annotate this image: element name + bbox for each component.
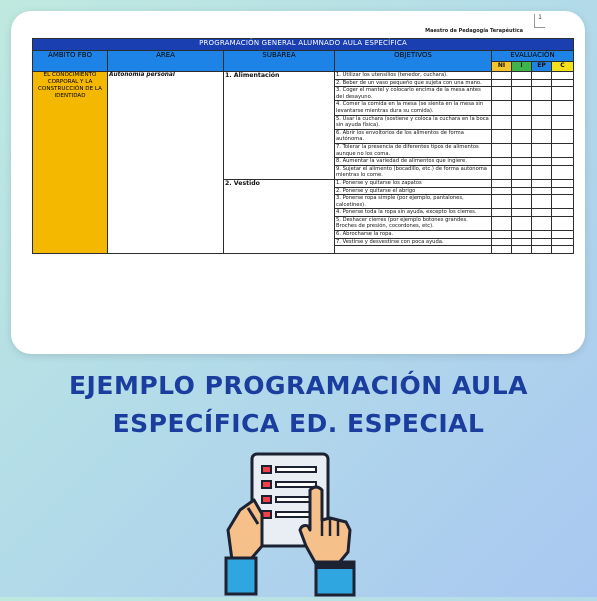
hands-holding-checklist-icon [218, 450, 378, 601]
bullet-red [262, 481, 271, 488]
programming-table [32, 38, 574, 254]
text-line [276, 467, 316, 472]
headline-line-2: ESPECÍFICA ED. ESPECIAL [112, 409, 485, 438]
objective-row: 8. Aumentar la variedad de alimentos que ingiere. [335, 158, 492, 166]
programming-sheet [32, 38, 573, 254]
col-objetivos: OBJETIVOS [335, 51, 492, 72]
eval-i: I [512, 62, 532, 72]
document-card [11, 11, 585, 354]
left-sleeve [226, 558, 256, 594]
text-line [276, 482, 316, 487]
objective-row: 6. Abrocharse la ropa. [335, 231, 492, 239]
objective-row: 2. Ponerse y quitarse el abrigo [335, 187, 492, 195]
subarea-vestido: 2. Vestido [224, 179, 335, 253]
table-title: PROGRAMACIÓN GENERAL ALUMNADO AULA ESPECÍFICA [33, 39, 574, 51]
objective-row: 2. Beber de un vaso pequeño que sujeta con una mano. [335, 79, 492, 87]
author-header: Maestro de Pedagogía Terapéutica [425, 28, 523, 34]
col-evaluacion: EVALUACIÓN [492, 51, 574, 62]
subarea-alimentacion: 1. Alimentación [224, 72, 335, 180]
objective-row: 1. Utilizar los utensilios (tenedor, cuchara). [335, 72, 492, 80]
area-cell: Autonomía personal [108, 72, 224, 254]
col-ambito: ÁMBITO FBO [33, 51, 108, 72]
objective-row: 7. Vestirse y desvestirse con poca ayuda. [335, 238, 492, 246]
page-number: 1 [534, 14, 545, 28]
ambito-cell: EL CONOCIMIENTO CORPORAL Y LA CONSTRUCCIÓN DE LA IDENTIDAD [33, 72, 108, 254]
objective-row: 6. Abrir los envoltorios de los alimentos de forma autónoma. [335, 129, 492, 143]
objective-row-empty [335, 246, 492, 254]
objective-row: 4. Comer la comida en la mesa (se sienta en la mesa sin levantarse mientras dura su comida). [335, 101, 492, 115]
objective-row: 1. Ponerse y quitarse los zapatos [335, 179, 492, 187]
eval-ep: EP [532, 62, 552, 72]
objective-row: 7. Tolerar la presencia de diferentes tipos de alimentos aunque no los coma. [335, 143, 492, 157]
right-cuff [316, 562, 354, 569]
objective-row: 4. Ponerse toda la ropa sin ayuda, excepto los cierres. [335, 209, 492, 217]
objective-row: 3. Ponerse ropa simple (por ejemplo, pantalones, calcetines). [335, 195, 492, 209]
col-subarea: SUBÁREA [224, 51, 335, 72]
objective-row: 5. Deshacer cierres (por ejemplo botones grandes. Broches de presión, cocordones, etc). [335, 216, 492, 230]
left-hand [228, 500, 262, 560]
eval-ni: NI [492, 62, 512, 72]
eval-c: C [552, 62, 574, 72]
objective-row: 9. Sujetar el alimento (bocadillo, etc.) de forma autónoma mientras lo come. [335, 165, 492, 179]
objective-row: 3. Coger el mantel y colocarlo encima de la mesa antes del desayuno. [335, 87, 492, 101]
col-area: ÁREA [108, 51, 224, 72]
checklist-illustration [218, 450, 378, 597]
bullet-red [262, 466, 271, 473]
headline-line-1: EJEMPLO PROGRAMACIÓN AULA [68, 371, 528, 400]
bullet-red [262, 496, 271, 503]
objective-row: 5. Usar la cuchara (sostiene y coloca la cuchara en la boca sin ayuda física). [335, 115, 492, 129]
